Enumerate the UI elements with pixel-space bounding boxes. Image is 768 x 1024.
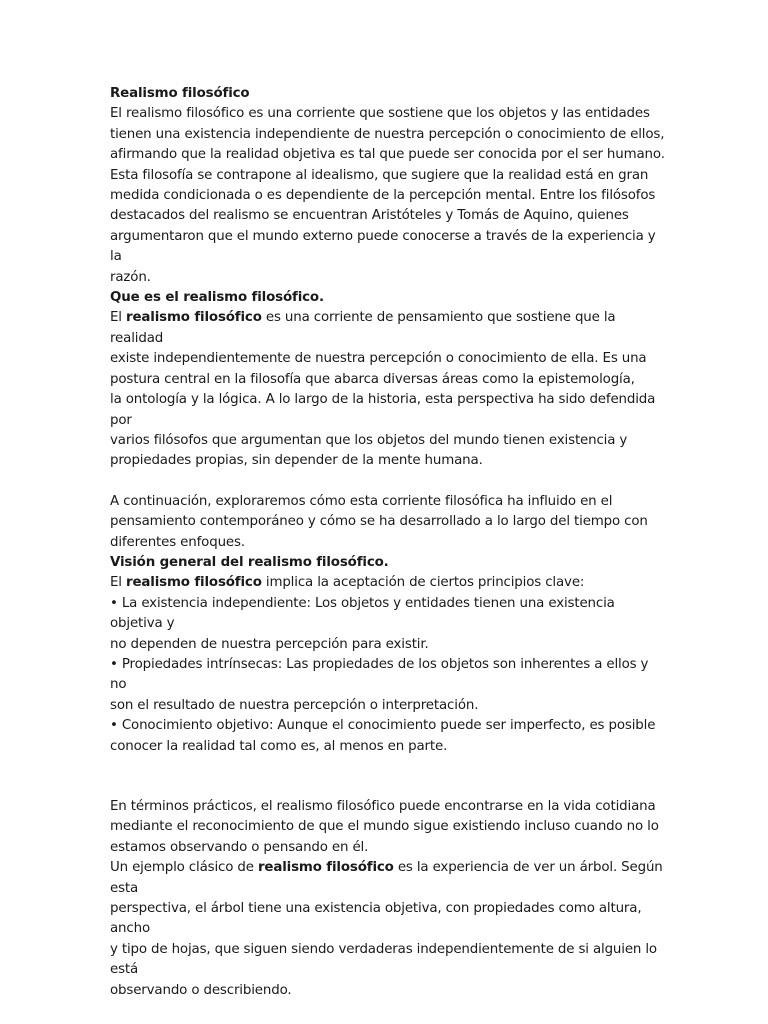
text-fragment: implica la aceptación de ciertos principios clave:: [261, 575, 585, 591]
text-line: propiedades propias, sin depender de la mente humana.: [110, 453, 483, 469]
text-line: [110, 308, 666, 349]
paragraph-principles: [110, 573, 666, 757]
paragraph-definition: [110, 308, 666, 471]
text-line: son el resultado de nuestra percepción o interpretación.: [110, 697, 479, 713]
text-line: A continuación, exploraremos cómo esta corriente filosófica ha influido en el: [110, 493, 613, 509]
text-line: postura central en la filosofía que abarca diversas áreas como la epistemología,: [110, 371, 635, 387]
text-fragment: El: [110, 310, 126, 326]
text-line: argumentaron que el mundo externo puede conocerse a través de la experiencia y la: [110, 228, 656, 265]
text-line: razón.: [110, 269, 151, 285]
text-line: conocer la realidad tal como es, al menos en parte.: [110, 738, 448, 754]
text-line: tienen una existencia independiente de nuestra percepción o conocimiento de ellos,: [110, 126, 665, 142]
text-line: varios filósofos que argumentan que los objetos del mundo tienen existencia y: [110, 432, 628, 448]
text-fragment: es la experiencia de ver un árbol. Según esta: [110, 860, 663, 896]
text-line: El realismo filosófico es una corriente que sostiene que los objetos y las entidades: [110, 106, 650, 122]
text-fragment: es una corriente de pensamiento que sostiene que la realidad: [110, 310, 616, 346]
paragraph-intro: [110, 104, 666, 288]
paragraph-practical: [110, 797, 666, 1001]
document-page: [110, 84, 666, 1001]
text-line: [110, 858, 666, 899]
text-line: diferentes enfoques.: [110, 534, 245, 550]
text-line: Esta filosofía se contrapone al idealismo, que sugiere que la realidad está en gran: [110, 167, 649, 183]
text-line: [110, 573, 666, 593]
text-line: pensamiento contemporáneo y cómo se ha desarrollado a lo largo del tiempo con: [110, 514, 648, 530]
text-line: perspectiva, el árbol tiene una existencia objetiva, con propiedades como altura, ancho: [110, 901, 642, 937]
paragraph-spacer: [110, 472, 666, 492]
bullet-line: • La existencia independiente: Los objetos y entidades tienen una existencia objetiva y: [110, 595, 615, 632]
bold-term: realismo filosófico: [126, 575, 262, 591]
text-line: medida condicionada o es dependiente de la percepción mental. Entre los filósofos: [110, 188, 656, 204]
text-line: observando o describiendo.: [110, 982, 292, 998]
paragraph-continuation: [110, 492, 666, 553]
text-line: y tipo de hojas, que siguen siendo verdaderas independientemente de si alguien lo está: [110, 941, 657, 978]
bold-term: realismo filosófico: [126, 310, 262, 326]
section-heading-realismo: Realismo filosófico: [110, 86, 250, 101]
text-line: mediante el reconocimiento de que el mundo sigue existiendo incluso cuando no lo: [110, 819, 659, 835]
text-line: estamos observando o pensando en él.: [110, 839, 369, 855]
section-heading-que-es: Que es el realismo filosófico.: [110, 290, 324, 306]
text-line: no dependen de nuestra percepción para existir.: [110, 636, 429, 652]
text-line: destacados del realismo se encuentran Aristóteles y Tomás de Aquino, quienes: [110, 208, 629, 224]
bullet-line: • Propiedades intrínsecas: Las propiedades de los objetos son inherentes a ellos y no: [110, 656, 649, 693]
paragraph-spacer: [110, 757, 666, 797]
text-fragment: Un ejemplo clásico de: [110, 860, 258, 876]
section-heading-vision: Visión general del realismo filosófico.: [110, 554, 389, 570]
bold-term: realismo filosófico: [257, 860, 394, 876]
text-line: la ontología y la lógica. A lo largo de la historia, esta perspectiva ha sido defendida por: [110, 392, 656, 428]
text-fragment: El: [110, 575, 126, 591]
text-line: En términos prácticos, el realismo filosófico puede encontrarse en la vida cotidiana: [110, 799, 656, 814]
bullet-line: • Conocimiento objetivo: Aunque el conocimiento puede ser imperfecto, es posible: [110, 718, 656, 734]
text-line: afirmando que la realidad objetiva es tal que puede ser conocida por el ser humano.: [110, 147, 665, 163]
text-line: existe independientemente de nuestra percepción o conocimiento de ella. Es una: [110, 351, 647, 367]
